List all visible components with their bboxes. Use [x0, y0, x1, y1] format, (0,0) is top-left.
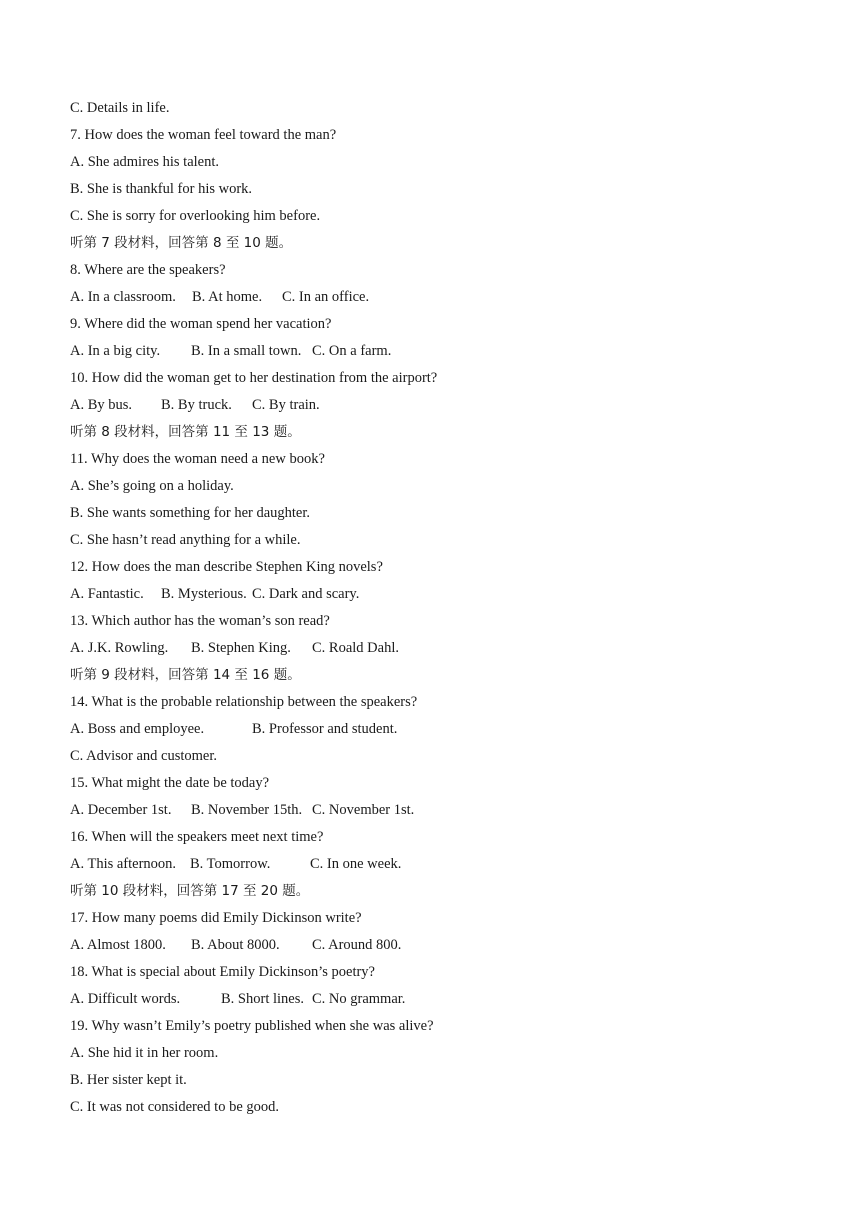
answer-option: A. In a big city.: [70, 343, 161, 359]
answer-options-row: [70, 638, 810, 665]
question-text: 12. How does the man describe Stephen King novels?: [70, 559, 383, 575]
answer-option: B. At home.: [192, 289, 263, 305]
section-instruction: 听第 10 段材料，回答第 17 至 20 题。: [70, 883, 310, 899]
answer-option: C. Roald Dahl.: [312, 640, 399, 656]
answer-options-row: [70, 503, 810, 530]
answer-options-row: [70, 1043, 810, 1070]
answer-options-row: [70, 989, 810, 1016]
answer-option: A. Almost 1800.: [70, 937, 166, 953]
question-text: 8. Where are the speakers?: [70, 262, 226, 278]
answer-option: B. By truck.: [161, 397, 232, 413]
question-text: 9. Where did the woman spend her vacation?: [70, 316, 332, 332]
answer-option: A. Boss and employee.: [70, 721, 205, 737]
question-text: 11. Why does the woman need a new book?: [70, 451, 325, 467]
answer-option: A. By bus.: [70, 397, 133, 413]
question-text: 17. How many poems did Emily Dickinson write?: [70, 910, 362, 926]
question-text: 15. What might the date be today?: [70, 775, 270, 791]
answer-option: B. Stephen King.: [191, 640, 291, 656]
answer-option: A. This afternoon.: [70, 856, 177, 872]
answer-option: C. It was not considered to be good.: [70, 1099, 280, 1115]
answer-options-row: [70, 179, 810, 206]
answer-options-row: [70, 341, 810, 368]
answer-option: C. November 1st.: [312, 802, 415, 818]
answer-option: C. No grammar.: [312, 991, 406, 1007]
answer-options-row: [70, 395, 810, 422]
answer-options-row: [70, 98, 810, 125]
answer-option: C. In an office.: [282, 289, 370, 305]
question-text: 18. What is special about Emily Dickinson’s poetry?: [70, 964, 375, 980]
answer-options-row: [70, 152, 810, 179]
answer-options-row: [70, 287, 810, 314]
answer-option: B. In a small town.: [191, 343, 302, 359]
answer-option: C. By train.: [252, 397, 320, 413]
answer-option: A. Fantastic.: [70, 586, 144, 602]
question-text: 10. How did the woman get to her destination from the airport?: [70, 370, 438, 386]
answer-option: C. On a farm.: [312, 343, 392, 359]
answer-options-row: [70, 206, 810, 233]
answer-option: C. In one week.: [310, 856, 402, 872]
answer-option: C. Around 800.: [312, 937, 402, 953]
answer-options-row: [70, 719, 810, 746]
answer-options-row: [70, 854, 810, 881]
question-text: 13. Which author has the woman’s son read?: [70, 613, 330, 629]
answer-option: B. Her sister kept it.: [70, 1072, 187, 1088]
question-text: 14. What is the probable relationship between the speakers?: [70, 694, 418, 710]
answer-option: B. Mysterious.: [161, 586, 247, 602]
answer-option: A. Difficult words.: [70, 991, 181, 1007]
section-instruction: 听第 7 段材料，回答第 8 至 10 题。: [70, 235, 293, 251]
answer-option: A. December 1st.: [70, 802, 172, 818]
answer-options-row: [70, 800, 810, 827]
answer-option: A. She’s going on a holiday.: [70, 478, 234, 494]
answer-option: A. She admires his talent.: [70, 154, 220, 170]
question-text: 7. How does the woman feel toward the man?: [70, 127, 337, 143]
answer-option: B. November 15th.: [191, 802, 303, 818]
answer-option: C. Dark and scary.: [252, 586, 360, 602]
answer-options-row: [70, 1070, 810, 1097]
answer-options-row: [70, 1097, 810, 1124]
question-text: 19. Why wasn’t Emily’s poetry published when she was alive?: [70, 1018, 434, 1034]
answer-option: C. She hasn’t read anything for a while.: [70, 532, 301, 548]
answer-options-row: [70, 746, 810, 773]
answer-option: B. About 8000.: [191, 937, 280, 953]
answer-option: C. She is sorry for overlooking him before.: [70, 208, 321, 224]
answer-option: B. She is thankful for his work.: [70, 181, 253, 197]
answer-option: A. In a classroom.: [70, 289, 176, 305]
document-page: [70, 98, 810, 1124]
answer-option: A. She hid it in her room.: [70, 1045, 219, 1061]
answer-options-row: [70, 476, 810, 503]
answer-options-row: [70, 530, 810, 557]
answer-option: B. Professor and student.: [252, 721, 398, 737]
answer-option: B. Short lines.: [221, 991, 304, 1007]
answer-option: C. Advisor and customer.: [70, 748, 218, 764]
answer-option: A. J.K. Rowling.: [70, 640, 169, 656]
answer-option: B. Tomorrow.: [190, 856, 271, 872]
answer-option: B. She wants something for her daughter.: [70, 505, 311, 521]
answer-options-row: [70, 935, 810, 962]
answer-options-row: [70, 584, 810, 611]
question-text: 16. When will the speakers meet next time?: [70, 829, 324, 845]
section-instruction: 听第 9 段材料，回答第 14 至 16 题。: [70, 667, 301, 683]
answer-option: C. Details in life.: [70, 100, 170, 116]
section-instruction: 听第 8 段材料，回答第 11 至 13 题。: [70, 424, 301, 440]
